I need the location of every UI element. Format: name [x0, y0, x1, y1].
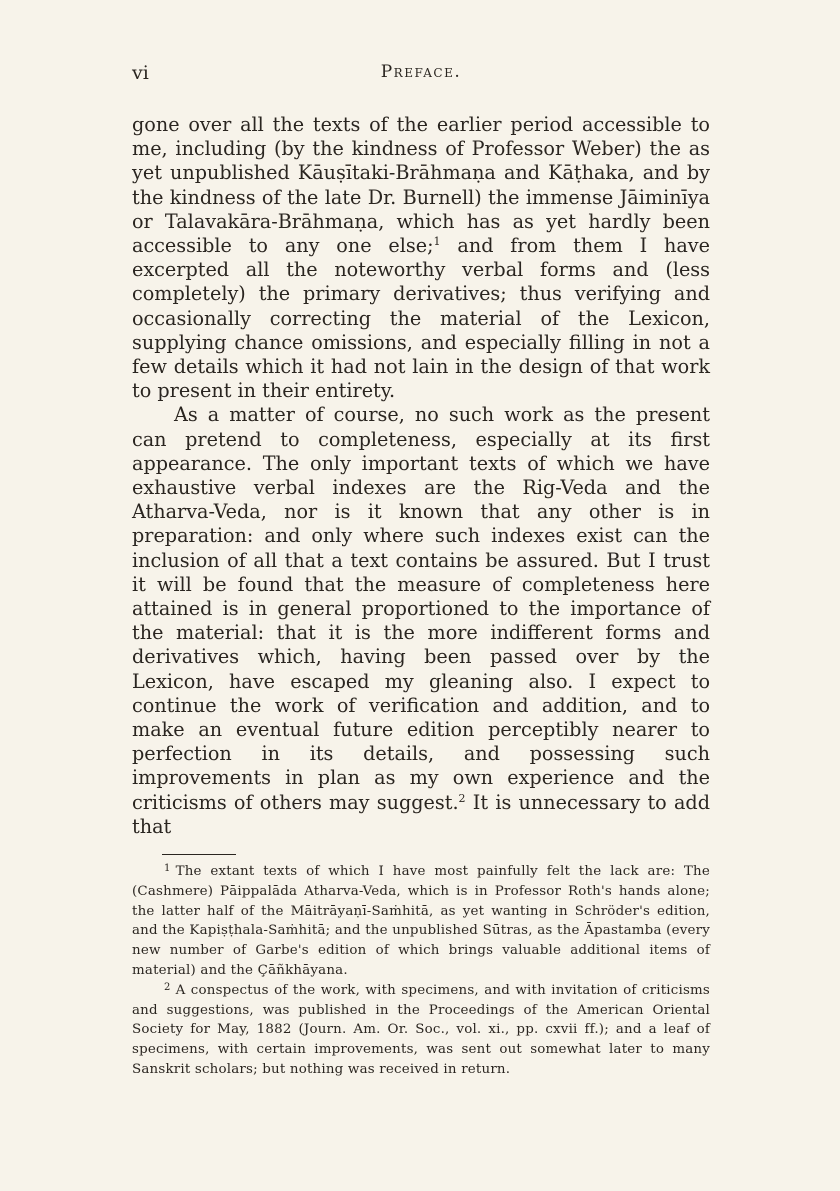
footnote-1	[132, 862, 710, 981]
footnote-2-text: A conspectus of the work, with specimens, and with invitation of criticisms and suggestions, was published in the Proceedings of the American Oriental Society for May, 1882 (Journ. Am. Or. Soc., vol. xi., pp. cxvii ff.); and a leaf of specimens, with certain improvements, was sent out somewhat later to many Sanskrit scholars; but nothing was received in return.	[132, 982, 710, 1077]
footnote-2	[132, 981, 710, 1080]
footnotes	[132, 862, 710, 1080]
footnote-ref-2: 2	[458, 791, 466, 805]
paragraph-2	[132, 403, 710, 839]
footnote-2-marker: 2	[164, 981, 171, 993]
page-header	[132, 62, 710, 86]
footnote-1-text: The extant texts of which I have most painfully felt the lack are: The (Cashmere) Pāippalāda Atharva-Veda, which is in Professor Roth's hands alone; the latter half of the Māitrāyaṇī-Saṁhitā, as yet wanting in Schröder's edition, and the Kapiṣṭhala-Saṁhitā; and the unpublished Sūtras, as the Āpastamba (every new number of Garbe's edition of which brings valuable additional items of material) and the Çāñkhāyana.	[132, 864, 710, 978]
footnote-ref-1: 1	[433, 235, 441, 249]
paragraph-2-continuation: It is unnecessary to add that	[132, 790, 710, 838]
running-head: Preface.	[380, 62, 462, 82]
page-number: vi	[132, 62, 149, 84]
paragraph-1	[132, 113, 710, 403]
footnote-1-marker: 1	[164, 863, 171, 874]
paragraph-1-text: gone over all the texts of the earlier period accessible to me, including (by the kindness of Professor Weber) the as yet unpublished Kāuṣītaki-Brāhmaṇa and Kāṭhaka, and by the kindness of the late Dr. Burnell) the immense Jāiminīya or Talavakāra-Brāhmaṇa, which has as yet hardly been accessible to any one else;	[132, 113, 710, 258]
footnote-divider	[162, 854, 236, 855]
paragraph-1-continuation: and from them I have excerpted all the noteworthy verbal forms and (less completely) the primary derivatives; thus verifying and occasionally correcting the material of the Lexicon, supplying chance omissions, and especially filling in not a few details which it had not lain in the design of that work to present in their entirety.	[132, 234, 710, 403]
paragraph-2-text: As a matter of course, no such work as the present can pretend to completeness, especially at its first appearance. The only important texts of which we have exhaustive verbal indexes are the Rig-Veda and the Atharva-Veda, nor is it known that any other is in preparation: and only where such indexes exist can the inclusion of all that a text contains be assured. But I trust it will be found that the measure of completeness here attained is in general proportioned to the importance of the material: that it is the more indifferent forms and derivatives which, having been passed over by the Lexicon, have escaped my gleaning also. I expect to continue the work of verification and addition, and to make an eventual future edition perceptibly nearer to perfection in its details, and possessing such improvements in plan as my own experience and the criticisms of others may suggest.	[132, 403, 710, 814]
body-text	[132, 113, 710, 839]
